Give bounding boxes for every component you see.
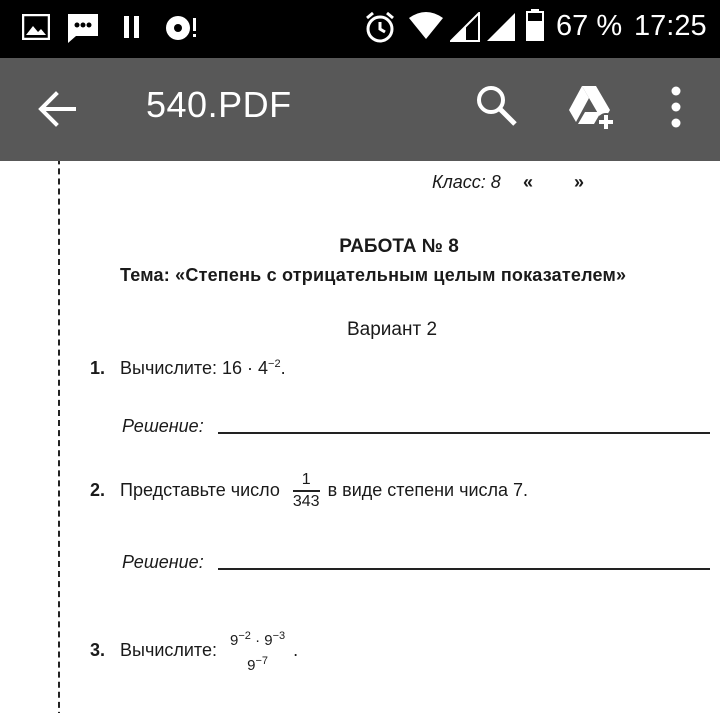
more-vert-icon[interactable] (664, 82, 688, 132)
clock: 17:25 (634, 10, 707, 42)
fraction-numerator: 1 (293, 470, 320, 492)
pause-icon (122, 16, 142, 38)
dot: · (255, 632, 261, 649)
variant-label: Вариант 2 (347, 319, 438, 340)
solution-label: Решение: (122, 552, 204, 572)
task-number: 2. (90, 479, 106, 500)
search-icon[interactable] (474, 83, 518, 127)
wifi-icon (408, 12, 444, 40)
task-tail: . (280, 358, 286, 378)
base: 9 (247, 657, 256, 674)
task-number: 1. (90, 358, 106, 378)
task-text: Вычислите: 16 · 4 (120, 358, 269, 378)
solution-label: Решение: (122, 416, 204, 436)
status-bar (0, 0, 720, 58)
alarm-icon (364, 10, 396, 44)
exponent: −2 (238, 630, 251, 642)
app-bar (0, 58, 720, 161)
exponent: −2 (268, 358, 281, 370)
task-number: 3. (90, 639, 106, 660)
document-title: 540.PDF (146, 84, 292, 125)
message-icon (66, 12, 100, 44)
topic-title: Тема: «Степень с отрицательным целым показателем» (120, 265, 627, 285)
task-text-after: в виде степени числа 7. (327, 479, 529, 500)
work-title: РАБОТА № 8 (339, 236, 459, 257)
class-open-quote: « (523, 172, 534, 192)
dashed-cut-line (58, 108, 60, 713)
task-text: Представьте число (120, 479, 280, 500)
fraction-denominator: 343 (292, 493, 320, 510)
task-tail: . (293, 639, 299, 660)
base: 9 (264, 632, 273, 649)
signal-icon (450, 12, 480, 42)
battery-percent: 67 % (556, 10, 623, 42)
class-close-quote: » (574, 172, 585, 192)
gallery-icon (22, 14, 50, 40)
task-text: Вычислите: (120, 639, 217, 660)
base: 9 (230, 632, 239, 649)
exponent: −3 (272, 630, 286, 642)
back-arrow-icon[interactable] (34, 86, 80, 132)
drive-add-icon[interactable] (566, 82, 616, 132)
exponent: −7 (255, 655, 269, 667)
signal-icon (486, 12, 516, 42)
media-icon (164, 12, 198, 44)
class-label: Класс: 8 (432, 172, 501, 192)
battery-icon (526, 9, 544, 41)
